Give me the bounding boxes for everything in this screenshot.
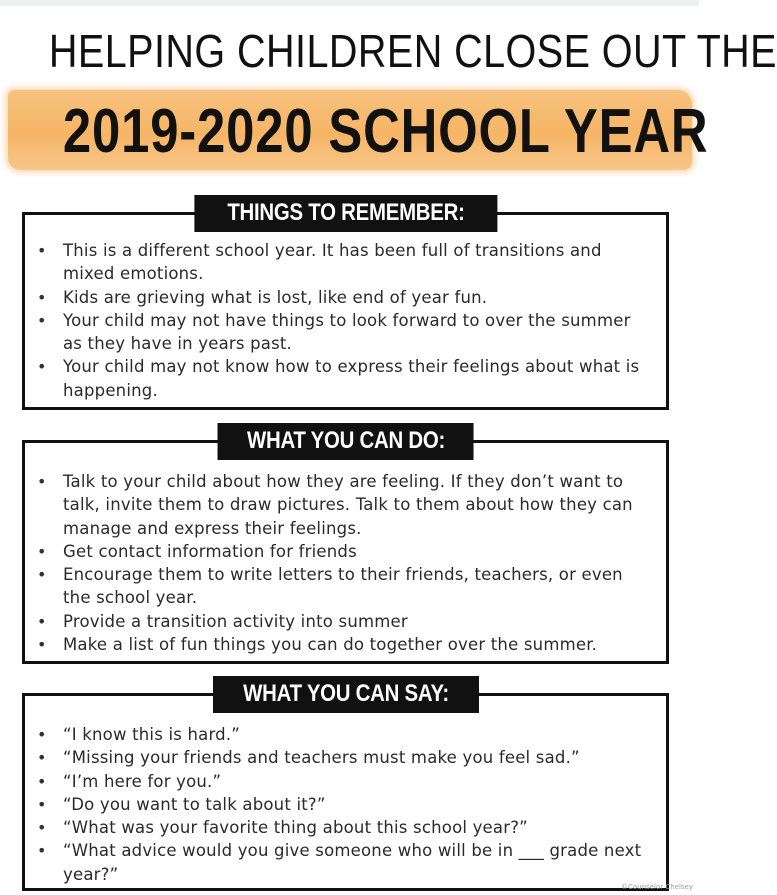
list-item: • Your child may not know how to express their feelings about what is happening. bbox=[35, 355, 654, 402]
section-label: WHAT YOU CAN SAY: bbox=[212, 676, 478, 713]
list-item: • Talk to your child about how they are feeling. If they don’t want to talk, invite them to draw pictures. Talk to them about how they can manage and express their feelings. bbox=[35, 470, 654, 540]
list-item: • “I know this is hard.” bbox=[35, 723, 654, 746]
section-things-to-remember bbox=[22, 199, 669, 410]
list-item: • “I’m here for you.” bbox=[35, 770, 654, 793]
copyright-watermark: ©Counselor Chelsey bbox=[621, 883, 693, 891]
list-item: • “Missing your friends and teachers must make you feel sad.” bbox=[35, 746, 654, 769]
list-item: • Get contact information for friends bbox=[35, 540, 654, 563]
section-label: WHAT YOU CAN DO: bbox=[217, 423, 474, 460]
section-label: THINGS TO REMEMBER: bbox=[194, 195, 497, 232]
top-divider bbox=[0, 0, 699, 6]
list-item: • Make a list of fun things you can do together over the summer. bbox=[35, 633, 654, 656]
list-item: • Encourage them to write letters to their friends, teachers, or even the school year. bbox=[35, 563, 654, 610]
bullet-list bbox=[35, 470, 654, 656]
section-what-you-can-do bbox=[22, 427, 669, 664]
list-item: • “Do you want to talk about it?” bbox=[35, 793, 654, 816]
page-title: 2019-2020 SCHOOL YEAR bbox=[62, 97, 709, 166]
list-item: • “What was your favorite thing about this school year?” bbox=[35, 816, 654, 839]
list-item: • Provide a transition activity into summer bbox=[35, 610, 654, 633]
list-item: • This is a different school year. It has been full of transitions and mixed emotions. bbox=[35, 239, 654, 286]
list-item: • “What advice would you give someone who will be in ___ grade next year?” bbox=[35, 839, 654, 886]
section-what-you-can-say bbox=[22, 680, 669, 891]
title-top: HELPING CHILDREN CLOSE OUT THE bbox=[48, 25, 777, 77]
list-item: • Your child may not have things to look forward to over the summer as they have in years past. bbox=[35, 309, 654, 356]
bullet-list bbox=[35, 723, 654, 886]
bullet-list bbox=[35, 239, 654, 402]
list-item: • Kids are grieving what is lost, like end of year fun. bbox=[35, 286, 654, 309]
